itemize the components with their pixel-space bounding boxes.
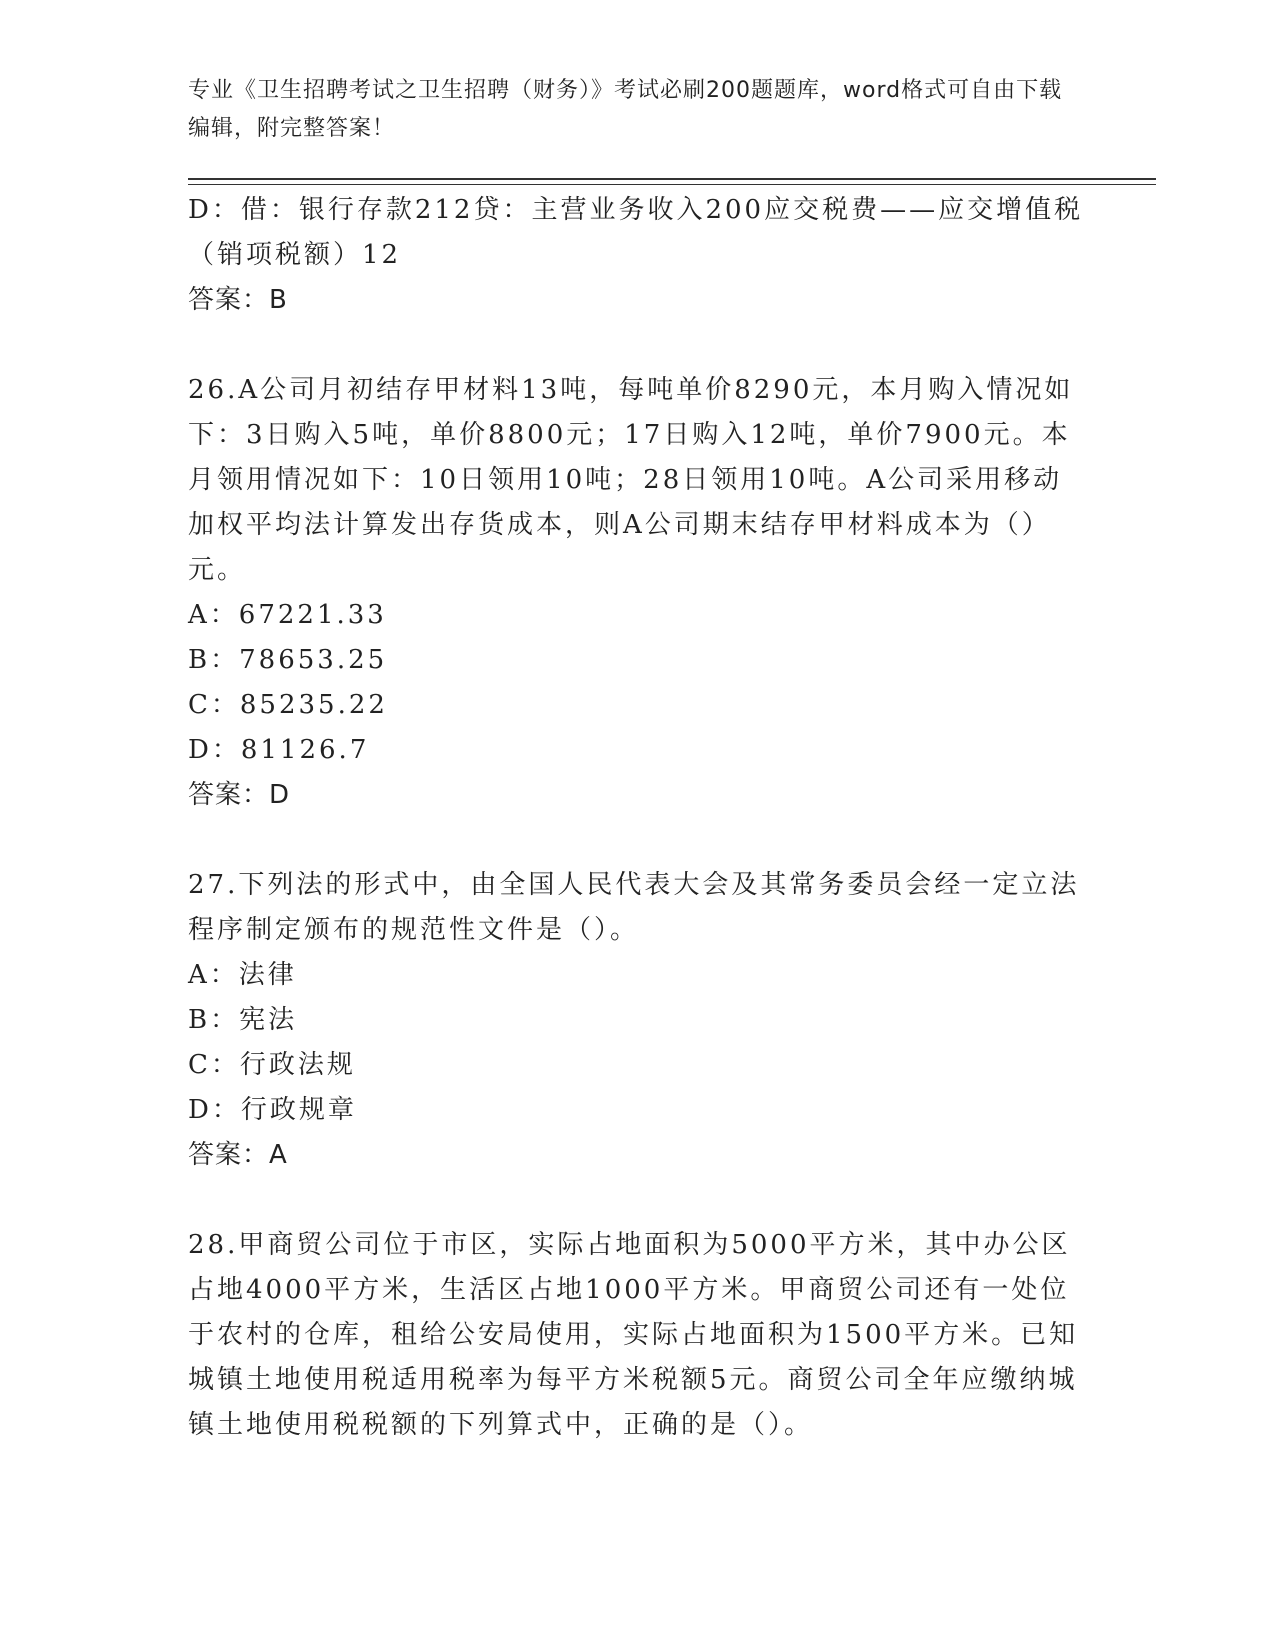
header-divider-thick <box>188 178 1156 180</box>
answer-line: 答案：B <box>188 285 288 315</box>
option-d: D：81126.7 <box>188 735 370 765</box>
option-a: A：67221.33 <box>188 600 387 630</box>
document-body <box>188 188 1088 1448</box>
option-b: B：78653.25 <box>188 645 388 675</box>
spacer <box>188 323 1088 368</box>
option-a: A：法律 <box>188 960 297 990</box>
question-27-text: 27.下列法的形式中，由全国人民代表大会及其常务委员会经一定立法程序制定颁布的规范性文件是（）。 <box>188 870 1080 945</box>
answer-line: 答案：A <box>188 1140 288 1170</box>
header-divider-thin <box>188 184 1156 185</box>
question-26-text: 26.A公司月初结存甲材料13吨，每吨单价8290元，本月购入情况如下：3日购入5吨，单价8800元；17日购入12吨，单价7900元。本月领用情况如下：10日领用10吨；28日领用10吨。A公司采用移动加权平均法计算发出存货成本，则A公司期末结存甲材料成本为（）元。 <box>188 375 1074 585</box>
answer-line: 答案：D <box>188 780 291 810</box>
spacer <box>188 818 1088 863</box>
option-c: C：85235.22 <box>188 690 388 720</box>
option-d: D：行政规章 <box>188 1095 357 1125</box>
spacer <box>188 1178 1088 1223</box>
option-c: C：行政法规 <box>188 1050 356 1080</box>
question-28-text: 28.甲商贸公司位于市区，实际占地面积为5000平方米，其中办公区占地4000平方米，生活区占地1000平方米。甲商贸公司还有一处位于农村的仓库，租给公安局使用，实际占地面积为1500平方米。已知城镇土地使用税适用税率为每平方米税额5元。商贸公司全年应缴纳城镇土地使用税税额的下列算式中，正确的是（）。 <box>188 1230 1079 1440</box>
option-b: B：宪法 <box>188 1005 298 1035</box>
option-d: D：借：银行存款212贷：主营业务收入200应交税费——应交增值税（销项税额）12 <box>188 195 1084 270</box>
document-header: 专业《卫生招聘考试之卫生招聘（财务）》考试必刷200题题库，word格式可自由下载编辑，附完整答案！ <box>188 78 1063 141</box>
